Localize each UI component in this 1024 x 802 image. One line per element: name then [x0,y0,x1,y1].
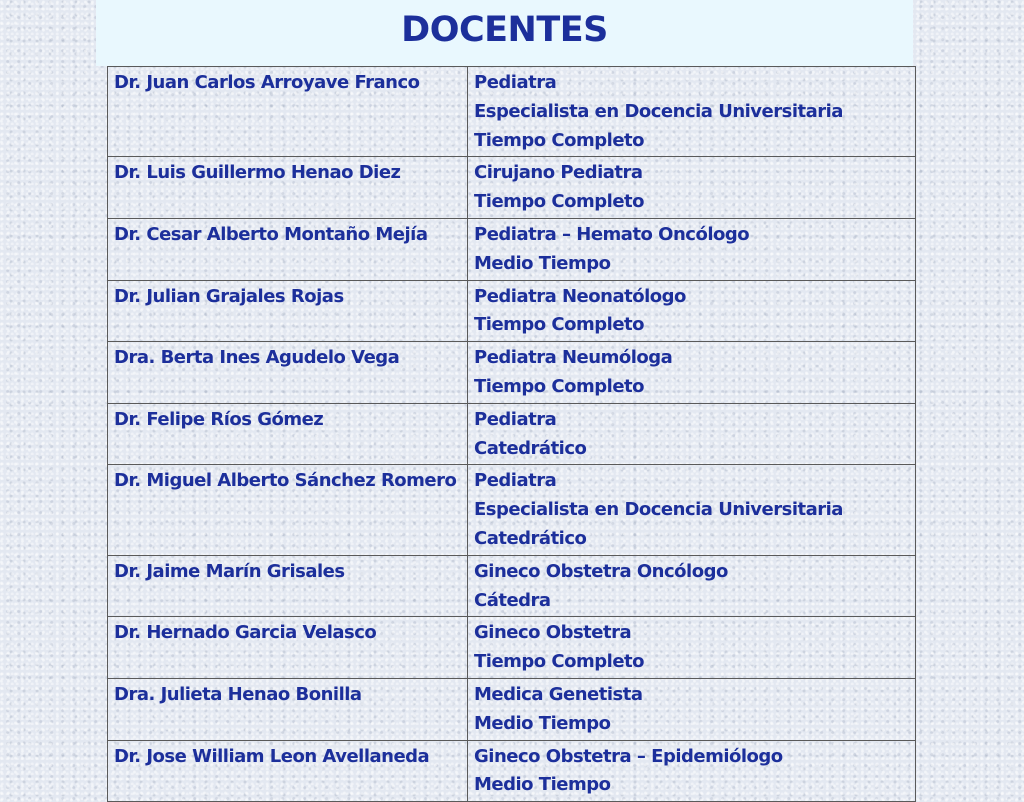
docente-name-cell: Dra. Julieta Henao Bonilla [108,678,468,740]
docente-info-line: Pediatra [474,470,557,492]
docente-info-line: Tiempo Completo [474,314,644,336]
docente-info-line: Gineco Obstetra – Epidemiólogo [474,745,783,767]
docentes-table [107,66,916,802]
docente-info-cell [468,157,916,219]
docente-info-line: Pediatra Neumóloga [474,347,673,369]
docente-info-line: Tiempo Completo [474,191,644,213]
docente-info-cell [468,342,916,404]
docente-info-cell [468,678,916,740]
docente-info-cell [468,465,916,555]
docente-name-cell: Dr. Hernado Garcia Velasco [108,617,468,679]
docente-info-cell [468,218,916,280]
docente-info-line: Catedrático [474,437,587,459]
docente-info-cell [468,67,916,157]
docente-info-cell [468,280,916,342]
table-row [108,67,916,157]
docente-info-line: Tiempo Completo [474,651,644,673]
table-row [108,218,916,280]
table-row [108,342,916,404]
docente-info-line: Tiempo Completo [474,129,644,151]
docente-name-cell: Dra. Berta Ines Agudelo Vega [108,342,468,404]
docente-info-line: Tiempo Completo [474,375,644,397]
docente-info-line: Medio Tiempo [474,774,611,796]
docente-info-line: Pediatra [474,72,557,93]
docente-name-cell: Dr. Julian Grajales Rojas [108,280,468,342]
docente-info-cell [468,555,916,617]
docente-info-line: Cirujano Pediatra [474,162,643,184]
table-row [108,465,916,555]
table-row [108,617,916,679]
docente-info-line: Cátedra [474,589,551,611]
docente-name-cell: Dr. Juan Carlos Arroyave Franco [108,67,468,157]
docente-info-line: Pediatra [474,408,557,430]
docentes-table-body [108,67,916,802]
docente-info-line: Gineco Obstetra Oncólogo [474,560,728,582]
docente-info-cell [468,617,916,679]
docente-name-cell: Dr. Miguel Alberto Sánchez Romero [108,465,468,555]
docente-info-line: Medio Tiempo [474,712,611,734]
docente-name-cell: Dr. Jose William Leon Avellaneda [108,740,468,802]
docente-info-line: Medica Genetista [474,683,643,705]
docente-info-line: Especialista en Docencia Universitaria [474,100,843,122]
docente-info-line: Pediatra Neonatólogo [474,285,686,307]
docente-name-cell: Dr. Felipe Ríos Gómez [108,403,468,465]
table-row [108,678,916,740]
docente-info-line: Especialista en Docencia Universitaria [474,499,843,521]
docente-info-line: Pediatra – Hemato Oncólogo [474,223,750,245]
docente-info-cell [468,403,916,465]
table-row [108,280,916,342]
docente-name-cell: Dr. Cesar Alberto Montaño Mejía [108,218,468,280]
docente-info-cell [468,740,916,802]
table-row [108,740,916,802]
docente-info-line: Gineco Obstetra [474,622,632,644]
table-row [108,157,916,219]
docente-info-line: Medio Tiempo [474,252,611,274]
table-row [108,555,916,617]
page-title: DOCENTES [401,10,608,50]
table-row [108,403,916,465]
docente-name-cell: Dr. Jaime Marín Grisales [108,555,468,617]
docente-info-line: Catedrático [474,527,587,549]
docente-name-cell: Dr. Luis Guillermo Henao Diez [108,157,468,219]
